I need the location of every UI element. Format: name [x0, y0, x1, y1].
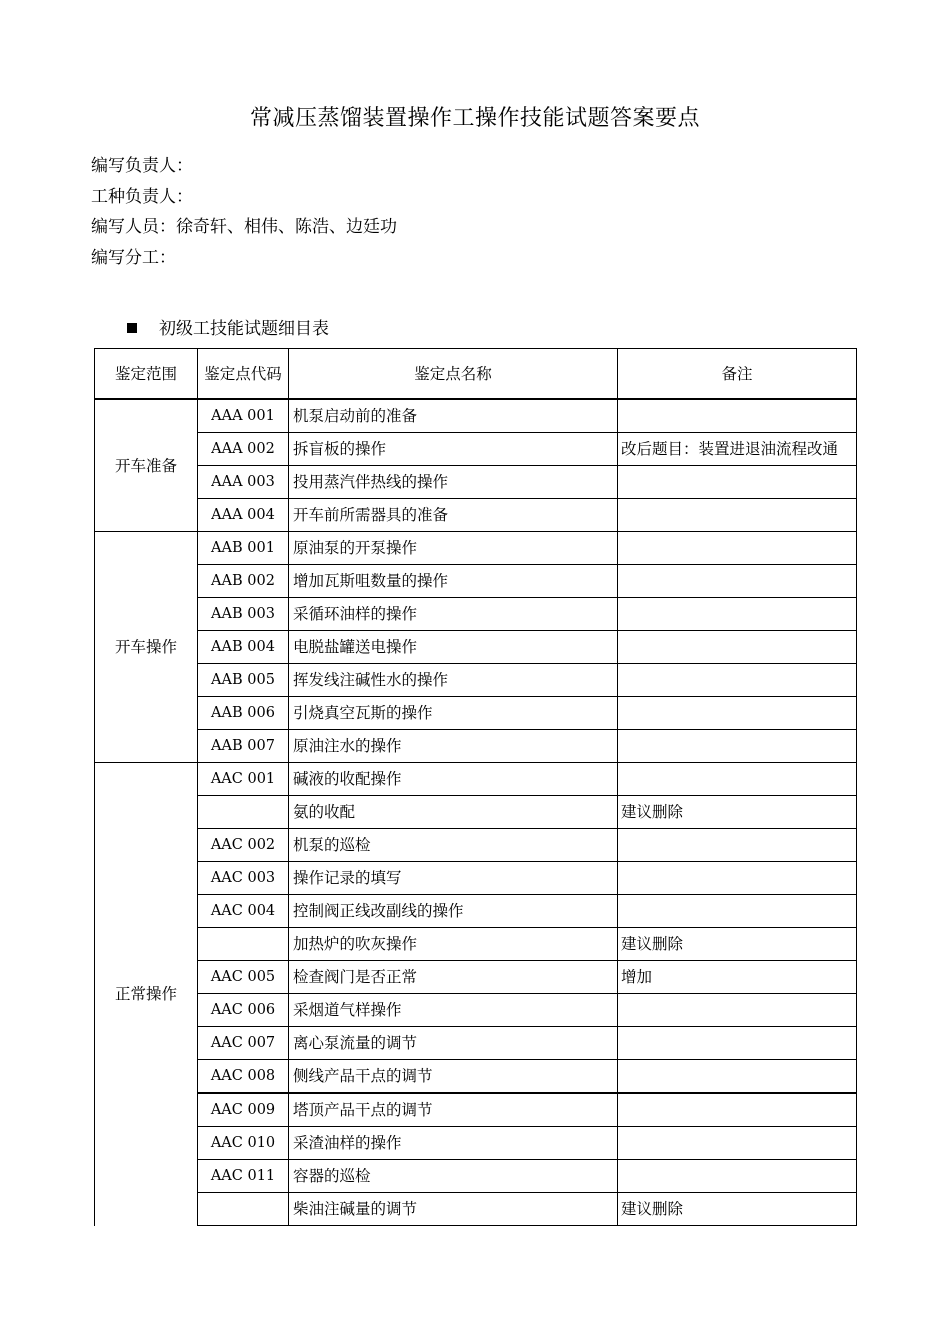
name-cell: 氨的收配 [289, 796, 618, 829]
header-scope: 鉴定范围 [95, 349, 198, 400]
code-cell [198, 928, 289, 961]
table-row [95, 763, 857, 796]
scope-cell: 开车操作 [95, 532, 198, 763]
scope-cell: 正常操作 [95, 763, 198, 1226]
note-cell [618, 631, 857, 664]
name-cell: 控制阀正线改副线的操作 [289, 895, 618, 928]
note-cell: 建议删除 [618, 796, 857, 829]
name-cell: 机泵的巡检 [289, 829, 618, 862]
table-row [95, 1193, 857, 1226]
code-cell: AAC 011 [198, 1160, 289, 1193]
name-cell: 碱液的收配操作 [289, 763, 618, 796]
table-header-row [95, 349, 857, 400]
table-row [95, 862, 857, 895]
note-cell: 建议删除 [618, 928, 857, 961]
table-row [95, 895, 857, 928]
table-row [95, 399, 857, 433]
code-cell: AAC 003 [198, 862, 289, 895]
name-cell: 操作记录的填写 [289, 862, 618, 895]
code-cell: AAB 001 [198, 532, 289, 565]
note-cell: 建议删除 [618, 1193, 857, 1226]
note-cell [618, 466, 857, 499]
name-cell: 原油注水的操作 [289, 730, 618, 763]
code-cell: AAA 001 [198, 399, 289, 433]
name-cell: 采渣油样的操作 [289, 1127, 618, 1160]
table-row [95, 697, 857, 730]
table-row [95, 532, 857, 565]
code-cell: AAA 004 [198, 499, 289, 532]
code-cell: AAC 001 [198, 763, 289, 796]
code-cell: AAC 007 [198, 1027, 289, 1060]
note-cell [618, 499, 857, 532]
code-cell: AAB 003 [198, 598, 289, 631]
name-cell: 检查阀门是否正常 [289, 961, 618, 994]
code-cell: AAA 003 [198, 466, 289, 499]
name-cell: 原油泵的开泵操作 [289, 532, 618, 565]
meta-division: 编写分工： [91, 248, 176, 268]
note-cell [618, 1127, 857, 1160]
table-row [95, 1127, 857, 1160]
table-row [95, 1160, 857, 1193]
note-cell [618, 399, 857, 433]
name-cell: 塔顶产品干点的调节 [289, 1093, 618, 1127]
code-cell: AAC 002 [198, 829, 289, 862]
meta-writers: 编写人员：徐奇轩、相伟、陈浩、边廷功 [91, 217, 397, 237]
table-row [95, 433, 857, 466]
code-cell: AAC 004 [198, 895, 289, 928]
note-cell [618, 862, 857, 895]
note-cell [618, 565, 857, 598]
name-cell: 增加瓦斯咀数量的操作 [289, 565, 618, 598]
name-cell: 侧线产品干点的调节 [289, 1060, 618, 1094]
header-code: 鉴定点代码 [198, 349, 289, 400]
note-cell [618, 532, 857, 565]
note-cell [618, 829, 857, 862]
table-row [95, 466, 857, 499]
name-cell: 引烧真空瓦斯的操作 [289, 697, 618, 730]
table-row [95, 631, 857, 664]
note-cell [618, 697, 857, 730]
code-cell: AAB 006 [198, 697, 289, 730]
name-cell: 容器的巡检 [289, 1160, 618, 1193]
code-cell: AAC 009 [198, 1093, 289, 1127]
code-cell [198, 1193, 289, 1226]
document-title: 常减压蒸馏装置操作工操作技能试题答案要点 [249, 106, 700, 131]
table-row [95, 1027, 857, 1060]
note-cell [618, 598, 857, 631]
code-cell: AAC 005 [198, 961, 289, 994]
note-cell [618, 763, 857, 796]
code-cell: AAB 002 [198, 565, 289, 598]
name-cell: 柴油注碱量的调节 [289, 1193, 618, 1226]
code-cell: AAC 006 [198, 994, 289, 1027]
name-cell: 离心泵流量的调节 [289, 1027, 618, 1060]
name-cell: 机泵启动前的准备 [289, 399, 618, 433]
section-heading [127, 314, 329, 339]
table-row [95, 598, 857, 631]
name-cell: 开车前所需器具的准备 [289, 499, 618, 532]
table-row [95, 499, 857, 532]
table-row [95, 1060, 857, 1094]
table-row [95, 796, 857, 829]
note-cell: 增加 [618, 961, 857, 994]
header-note: 备注 [618, 349, 857, 400]
code-cell: AAB 007 [198, 730, 289, 763]
skills-table [94, 348, 857, 1226]
code-cell: AAC 010 [198, 1127, 289, 1160]
note-cell [618, 895, 857, 928]
note-cell [618, 1093, 857, 1127]
code-cell: AAB 004 [198, 631, 289, 664]
note-cell [618, 664, 857, 697]
scope-cell: 开车准备 [95, 399, 198, 532]
name-cell: 采循环油样的操作 [289, 598, 618, 631]
table-row [95, 730, 857, 763]
table-row [95, 994, 857, 1027]
note-cell [618, 1027, 857, 1060]
table-row [95, 928, 857, 961]
table-row [95, 829, 857, 862]
meta-trade-lead: 工种负责人： [91, 187, 193, 207]
table-row [95, 961, 857, 994]
note-cell [618, 1160, 857, 1193]
name-cell: 投用蒸汽伴热线的操作 [289, 466, 618, 499]
table-row [95, 664, 857, 697]
name-cell: 拆盲板的操作 [289, 433, 618, 466]
code-cell: AAB 005 [198, 664, 289, 697]
note-cell [618, 994, 857, 1027]
table-row [95, 1093, 857, 1127]
note-cell: 改后题目：装置进退油流程改通 [618, 433, 857, 466]
header-name: 鉴定点名称 [289, 349, 618, 400]
code-cell [198, 796, 289, 829]
table-row [95, 565, 857, 598]
note-cell [618, 1060, 857, 1094]
name-cell: 采烟道气样操作 [289, 994, 618, 1027]
name-cell: 挥发线注碱性水的操作 [289, 664, 618, 697]
square-bullet-icon [127, 323, 137, 333]
code-cell: AAC 008 [198, 1060, 289, 1094]
code-cell: AAA 002 [198, 433, 289, 466]
note-cell [618, 730, 857, 763]
section-title: 初级工技能试题细目表 [159, 319, 329, 339]
name-cell: 电脱盐罐送电操作 [289, 631, 618, 664]
name-cell: 加热炉的吹灰操作 [289, 928, 618, 961]
meta-writer-lead: 编写负责人： [91, 156, 193, 176]
